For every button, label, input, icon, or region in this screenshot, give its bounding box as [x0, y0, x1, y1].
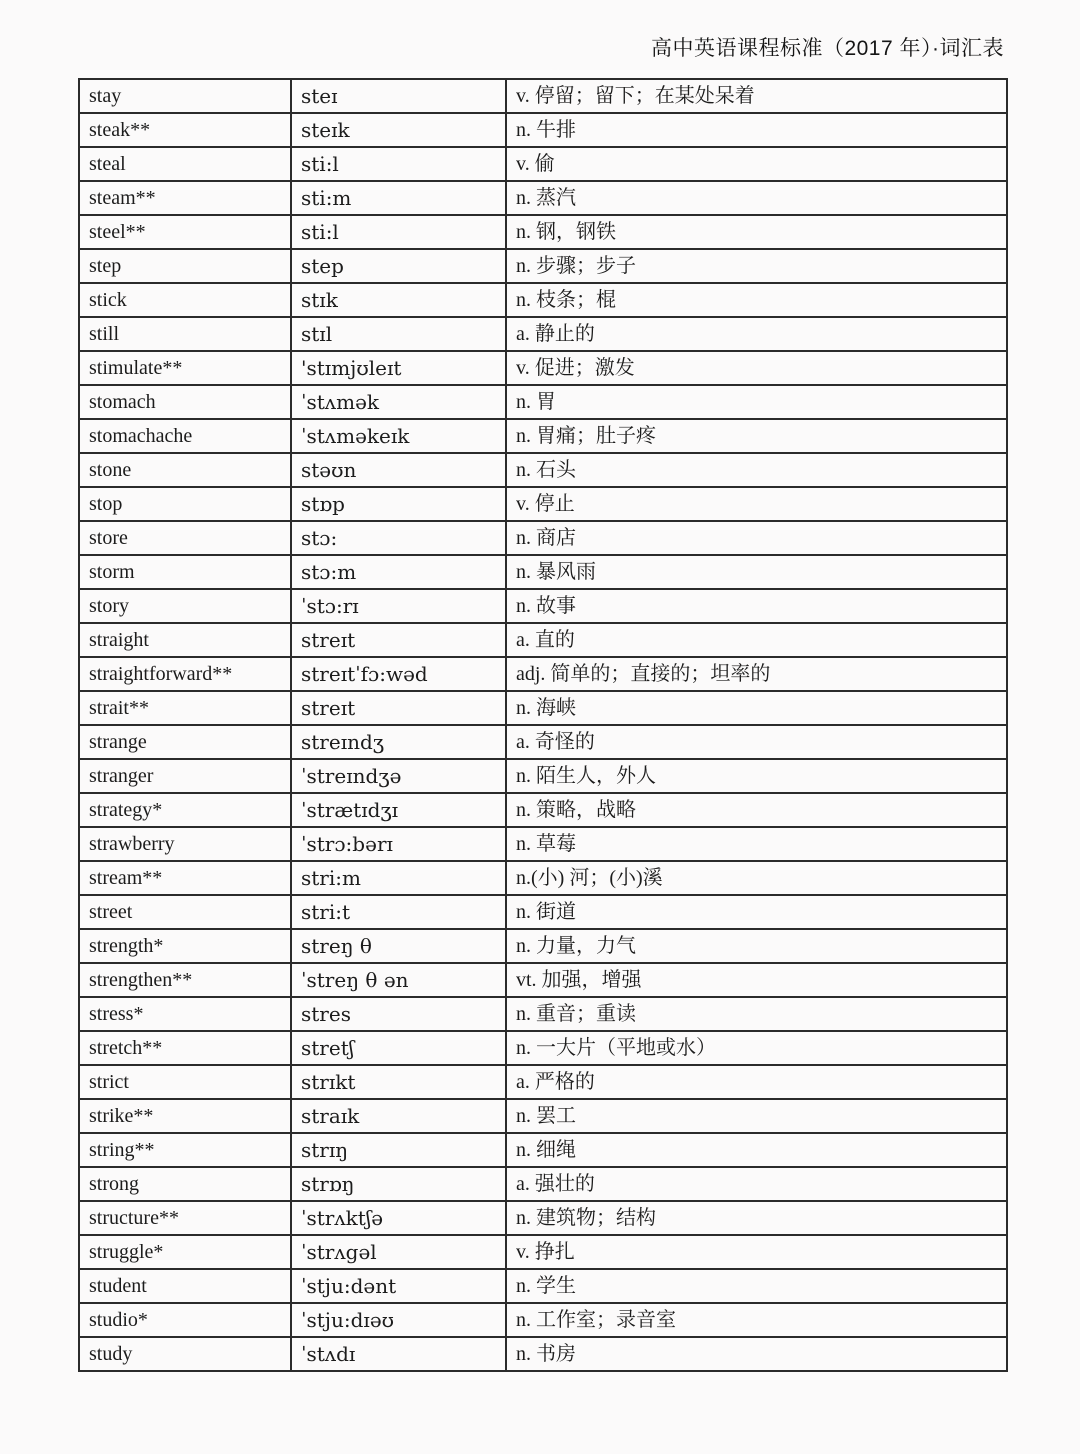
- table-row: [79, 1201, 1007, 1235]
- word-cell: stress*: [79, 997, 291, 1031]
- word-cell: step: [79, 249, 291, 283]
- table-row: [79, 1133, 1007, 1167]
- phonetic-cell: ˈstreŋ θ ən: [291, 963, 506, 997]
- word-cell: stop: [79, 487, 291, 521]
- meaning-cell: n. 重音；重读: [506, 997, 1007, 1031]
- word-cell: student: [79, 1269, 291, 1303]
- word-cell: strict: [79, 1065, 291, 1099]
- phonetic-cell: strɪŋ: [291, 1133, 506, 1167]
- meaning-cell: n. 胃痛；肚子疼: [506, 419, 1007, 453]
- table-row: [79, 147, 1007, 181]
- table-row: [79, 1269, 1007, 1303]
- table-row: [79, 861, 1007, 895]
- table-row: [79, 1337, 1007, 1371]
- word-cell: stone: [79, 453, 291, 487]
- table-row: [79, 725, 1007, 759]
- phonetic-cell: sti:l: [291, 215, 506, 249]
- phonetic-cell: ˈstrɔ:bərɪ: [291, 827, 506, 861]
- meaning-cell: a. 奇怪的: [506, 725, 1007, 759]
- phonetic-cell: straɪk: [291, 1099, 506, 1133]
- meaning-cell: n. 牛排: [506, 113, 1007, 147]
- table-row: [79, 963, 1007, 997]
- table-row: [79, 113, 1007, 147]
- phonetic-cell: ˈstrʌgəl: [291, 1235, 506, 1269]
- phonetic-cell: 'stɪmjʊleɪt: [291, 351, 506, 385]
- word-cell: strait**: [79, 691, 291, 725]
- table-row: [79, 827, 1007, 861]
- meaning-cell: n. 暴风雨: [506, 555, 1007, 589]
- word-cell: store: [79, 521, 291, 555]
- vocab-table-body: [79, 79, 1007, 1371]
- word-cell: stomach: [79, 385, 291, 419]
- meaning-cell: v. 挣扎: [506, 1235, 1007, 1269]
- phonetic-cell: ˈstʌməkeɪk: [291, 419, 506, 453]
- table-row: [79, 793, 1007, 827]
- meaning-cell: n. 陌生人，外人: [506, 759, 1007, 793]
- phonetic-cell: sti:m: [291, 181, 506, 215]
- meaning-cell: n. 胃: [506, 385, 1007, 419]
- meaning-cell: n. 步骤；步子: [506, 249, 1007, 283]
- word-cell: strange: [79, 725, 291, 759]
- phonetic-cell: ˈstɔ:rɪ: [291, 589, 506, 623]
- meaning-cell: n. 故事: [506, 589, 1007, 623]
- word-cell: stranger: [79, 759, 291, 793]
- word-cell: strengthen**: [79, 963, 291, 997]
- word-cell: straight: [79, 623, 291, 657]
- word-cell: steam**: [79, 181, 291, 215]
- meaning-cell: n. 枝条；棍: [506, 283, 1007, 317]
- word-cell: story: [79, 589, 291, 623]
- meaning-cell: n. 商店: [506, 521, 1007, 555]
- word-cell: strawberry: [79, 827, 291, 861]
- word-cell: steak**: [79, 113, 291, 147]
- phonetic-cell: strɒŋ: [291, 1167, 506, 1201]
- phonetic-cell: ˈstreɪndʒə: [291, 759, 506, 793]
- phonetic-cell: stɪl: [291, 317, 506, 351]
- table-row: [79, 453, 1007, 487]
- phonetic-cell: step: [291, 249, 506, 283]
- word-cell: straightforward**: [79, 657, 291, 691]
- meaning-cell: n. 一大片（平地或水）: [506, 1031, 1007, 1065]
- table-row: [79, 1099, 1007, 1133]
- phonetic-cell: streŋ θ: [291, 929, 506, 963]
- phonetic-cell: ˈstju:dənt: [291, 1269, 506, 1303]
- table-row: [79, 419, 1007, 453]
- table-row: [79, 623, 1007, 657]
- phonetic-cell: ˈstʌmək: [291, 385, 506, 419]
- table-row: [79, 929, 1007, 963]
- meaning-cell: v. 停留；留下；在某处呆着: [506, 79, 1007, 113]
- table-row: [79, 1031, 1007, 1065]
- meaning-cell: a. 严格的: [506, 1065, 1007, 1099]
- meaning-cell: n. 街道: [506, 895, 1007, 929]
- word-cell: stream**: [79, 861, 291, 895]
- table-row: [79, 317, 1007, 351]
- word-cell: still: [79, 317, 291, 351]
- table-row: [79, 589, 1007, 623]
- meaning-cell: n. 工作室；录音室: [506, 1303, 1007, 1337]
- word-cell: structure**: [79, 1201, 291, 1235]
- table-row: [79, 249, 1007, 283]
- word-cell: street: [79, 895, 291, 929]
- phonetic-cell: stəʊn: [291, 453, 506, 487]
- phonetic-cell: stres: [291, 997, 506, 1031]
- word-cell: steal: [79, 147, 291, 181]
- phonetic-cell: streɪndʒ: [291, 725, 506, 759]
- meaning-cell: a. 直的: [506, 623, 1007, 657]
- table-row: [79, 997, 1007, 1031]
- phonetic-cell: streɪt: [291, 623, 506, 657]
- phonetic-cell: steɪk: [291, 113, 506, 147]
- meaning-cell: n. 罢工: [506, 1099, 1007, 1133]
- table-row: [79, 521, 1007, 555]
- meaning-cell: n. 策略，战略: [506, 793, 1007, 827]
- phonetic-cell: stɒp: [291, 487, 506, 521]
- word-cell: string**: [79, 1133, 291, 1167]
- meaning-cell: n. 草莓: [506, 827, 1007, 861]
- vocab-table: [78, 78, 1008, 1372]
- phonetic-cell: ˈstju:dɪəʊ: [291, 1303, 506, 1337]
- meaning-cell: adj. 简单的；直接的；坦率的: [506, 657, 1007, 691]
- word-cell: steel**: [79, 215, 291, 249]
- table-row: [79, 215, 1007, 249]
- meaning-cell: n. 蒸汽: [506, 181, 1007, 215]
- phonetic-cell: stretʃ: [291, 1031, 506, 1065]
- meaning-cell: n.(小) 河；(小)溪: [506, 861, 1007, 895]
- meaning-cell: n. 钢，钢铁: [506, 215, 1007, 249]
- word-cell: stick: [79, 283, 291, 317]
- meaning-cell: v. 促进；激发: [506, 351, 1007, 385]
- word-cell: strong: [79, 1167, 291, 1201]
- meaning-cell: n. 石头: [506, 453, 1007, 487]
- word-cell: stay: [79, 79, 291, 113]
- meaning-cell: n. 学生: [506, 1269, 1007, 1303]
- table-row: [79, 283, 1007, 317]
- word-cell: stomachache: [79, 419, 291, 453]
- phonetic-cell: stɔ:m: [291, 555, 506, 589]
- meaning-cell: n. 力量，力气: [506, 929, 1007, 963]
- phonetic-cell: strɪkt: [291, 1065, 506, 1099]
- word-cell: stimulate**: [79, 351, 291, 385]
- meaning-cell: v. 停止: [506, 487, 1007, 521]
- phonetic-cell: ˈstrætɪdʒɪ: [291, 793, 506, 827]
- table-row: [79, 691, 1007, 725]
- table-row: [79, 181, 1007, 215]
- meaning-cell: n. 建筑物；结构: [506, 1201, 1007, 1235]
- meaning-cell: a. 静止的: [506, 317, 1007, 351]
- meaning-cell: vt. 加强，增强: [506, 963, 1007, 997]
- word-cell: stretch**: [79, 1031, 291, 1065]
- table-row: [79, 1167, 1007, 1201]
- table-row: [79, 657, 1007, 691]
- meaning-cell: n. 海峡: [506, 691, 1007, 725]
- phonetic-cell: streɪtˈfɔ:wəd: [291, 657, 506, 691]
- word-cell: strategy*: [79, 793, 291, 827]
- phonetic-cell: ˈstrʌktʃə: [291, 1201, 506, 1235]
- table-row: [79, 1235, 1007, 1269]
- phonetic-cell: stɔ:: [291, 521, 506, 555]
- table-row: [79, 79, 1007, 113]
- table-row: [79, 555, 1007, 589]
- word-cell: strike**: [79, 1099, 291, 1133]
- page-header-title: 高中英语课程标准（2017 年）·词汇表: [650, 37, 1004, 60]
- phonetic-cell: stri:t: [291, 895, 506, 929]
- table-row: [79, 1065, 1007, 1099]
- table-row: [79, 351, 1007, 385]
- meaning-cell: n. 书房: [506, 1337, 1007, 1371]
- word-cell: study: [79, 1337, 291, 1371]
- word-cell: studio*: [79, 1303, 291, 1337]
- phonetic-cell: stɪk: [291, 283, 506, 317]
- table-row: [79, 487, 1007, 521]
- phonetic-cell: streɪt: [291, 691, 506, 725]
- table-row: [79, 895, 1007, 929]
- word-cell: storm: [79, 555, 291, 589]
- phonetic-cell: ˈstʌdɪ: [291, 1337, 506, 1371]
- phonetic-cell: sti:l: [291, 147, 506, 181]
- phonetic-cell: stri:m: [291, 861, 506, 895]
- table-row: [79, 759, 1007, 793]
- word-cell: struggle*: [79, 1235, 291, 1269]
- table-row: [79, 1303, 1007, 1337]
- meaning-cell: v. 偷: [506, 147, 1007, 181]
- meaning-cell: n. 细绳: [506, 1133, 1007, 1167]
- table-row: [79, 385, 1007, 419]
- word-cell: strength*: [79, 929, 291, 963]
- phonetic-cell: steɪ: [291, 79, 506, 113]
- meaning-cell: a. 强壮的: [506, 1167, 1007, 1201]
